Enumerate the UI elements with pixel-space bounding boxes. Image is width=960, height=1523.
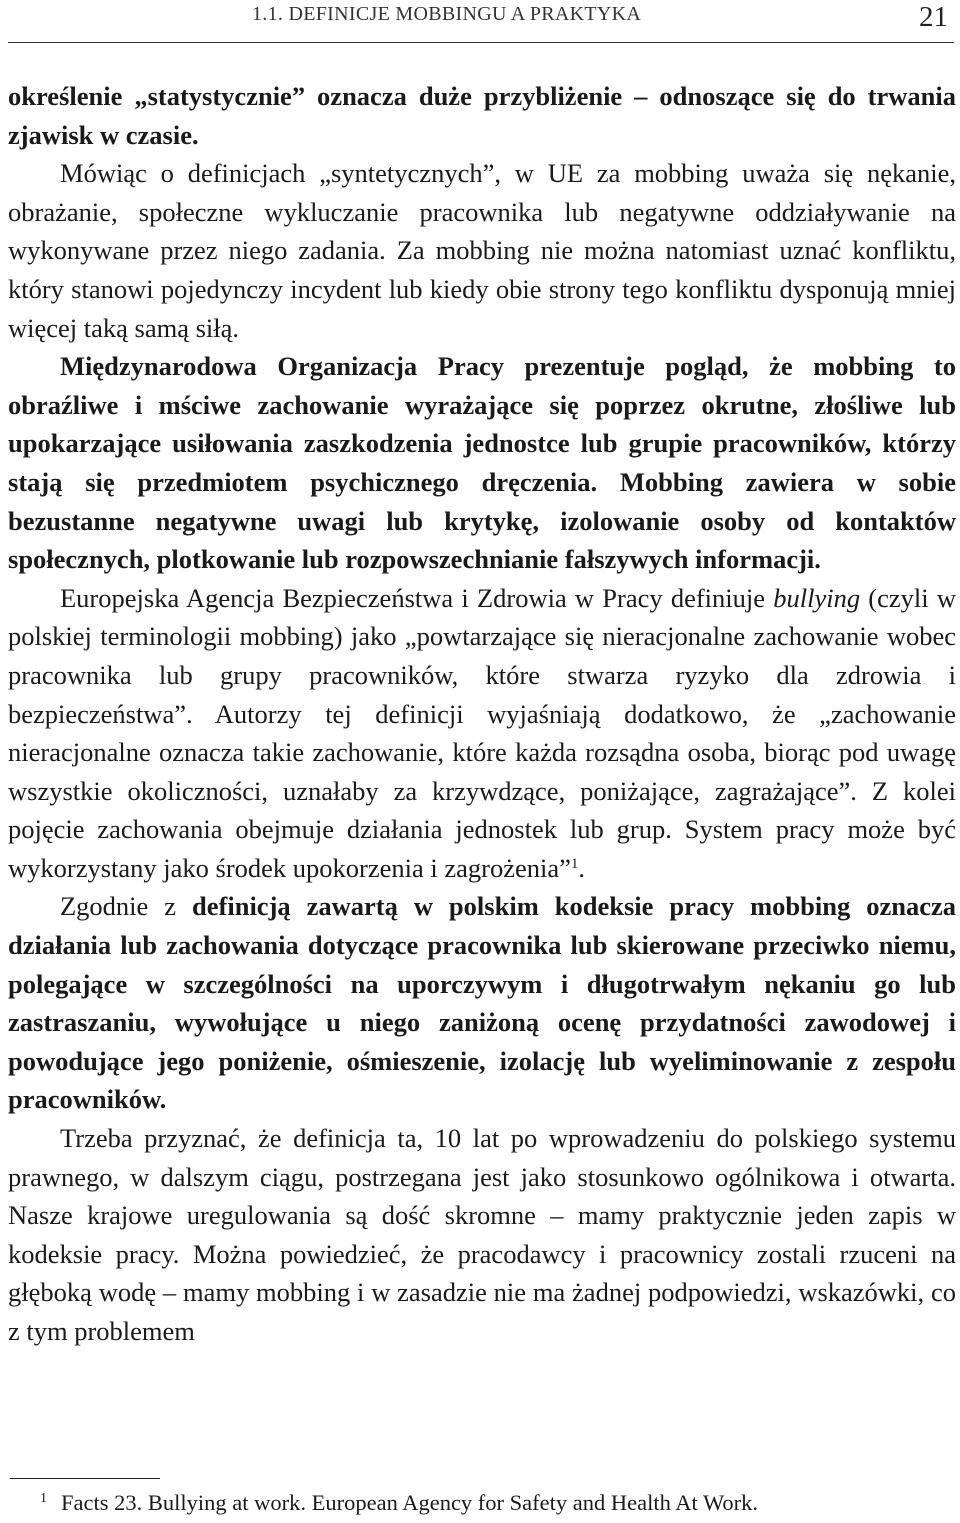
paragraph-5 xyxy=(8,887,956,1119)
page-header xyxy=(8,0,954,43)
footnote-divider xyxy=(10,1478,160,1479)
paragraph-4-text-cont: (czyli w polskiej terminologii mobbing) jako „powtarzające się nieracjonalne zachowanie wobec pracownika lub grupy pracowników, które stwarza ryzyko dla zdrowia i bezpieczeństwa”. Autorzy tej definicji wyjaśniają dodatkowo, że „zachowanie nieracjonalne oznacza takie zachowanie, które każda rozsądna osoba, biorąc pod uwagę wszystkie okoliczności, uznałaby za krzywdzące, poniżające, zagrażające”. Z kolei pojęcie zachowania obejmuje działania jednostek lub grup. System pracy może być wykorzystany jako środek upokorzenia i zagrożenia” xyxy=(8,582,956,883)
footnote-reference: 1 xyxy=(570,855,579,872)
bold-text: określenie „statystycznie” oznacza duże przybliżenie – odnoszące się do trwania zjawisk w czasie. xyxy=(8,81,956,150)
bold-definition: definicją zawartą w polskim kodeksie pracy mobbing oznacza działania lub zachowania dotyczące pracownika lub skierowane przeciwko niemu, polegające w szczególności na uporczywym i długotrwałym nękaniu go lub zastraszaniu, wywołujące u niego zaniżoną ocenę przydatności zawodowej i powodujące jego poniżenie, ośmieszenie, izolację lub wyeliminowanie z zespołu pracowników. xyxy=(8,891,956,1115)
running-head: 1.1. DEFINICJE MOBBINGU A PRAKTYKA xyxy=(252,3,642,25)
paragraph-2: Mówiąc o definicjach „syntetycznych”, w UE za mobbing uważa się nękanie, obrażanie, społeczne wykluczanie pracownika lub negatywne oddziaływanie na wykonywane przez niego zadania. Za mobbing nie można natomiast uznać konfliktu, który stanowi pojedynczy incydent lub kiedy obie strony tego konfliktu dysponują mniej więcej taką samą siłą. xyxy=(8,158,956,343)
page-number: 21 xyxy=(919,1,948,33)
paragraph-3: Międzynarodowa Organizacja Pracy prezentuje pogląd, że mobbing to obraźliwe i mściwe zachowanie wyrażające się poprzez okrutne, złośliwe lub upokarzające usiłowania zaszkodzenia jednostce lub grupie pracowników, którzy stają się przedmiotem psychicznego dręczenia. Mobbing zawiera w sobie bezustanne negatywne uwagi lub krytykę, izolowanie osoby od kontaktów społecznych, plotkowanie lub rozpowszechnianie fałszywych informacji. xyxy=(8,351,956,575)
footnote-marker: 1 xyxy=(40,1491,47,1506)
footnote xyxy=(40,1490,758,1516)
paragraph-1 xyxy=(8,77,956,154)
paragraph-4 xyxy=(8,579,956,888)
italic-term: bullying xyxy=(773,582,861,613)
paragraph-4-end: . xyxy=(578,852,586,883)
paragraph-4-text: Europejska Agencja Bezpieczeństwa i Zdrowia w Pracy definiuje xyxy=(60,582,774,613)
footnote-text: Facts 23. Bullying at work. European Agency for Safety and Health At Work. xyxy=(61,1490,759,1515)
body-text xyxy=(8,77,956,1351)
paragraph-5-lead: Zgodnie z xyxy=(60,891,193,922)
paragraph-6: Trzeba przyznać, że definicja ta, 10 lat po wprowadzeniu do polskiego systemu prawnego, w dalszym ciągu, postrzegana jest jako stosunkowo ogólnikowa i otwarta. Nasze krajowe uregulowania są dość skromne – mamy praktycznie jeden zapis w kodeksie pracy. Można powiedzieć, że pracodawcy i pracownicy zostali rzuceni na głęboką wodę – mamy mobbing i w zasadzie nie ma żadnej podpowiedzi, wskazówki, co z tym problemem xyxy=(8,1123,956,1346)
